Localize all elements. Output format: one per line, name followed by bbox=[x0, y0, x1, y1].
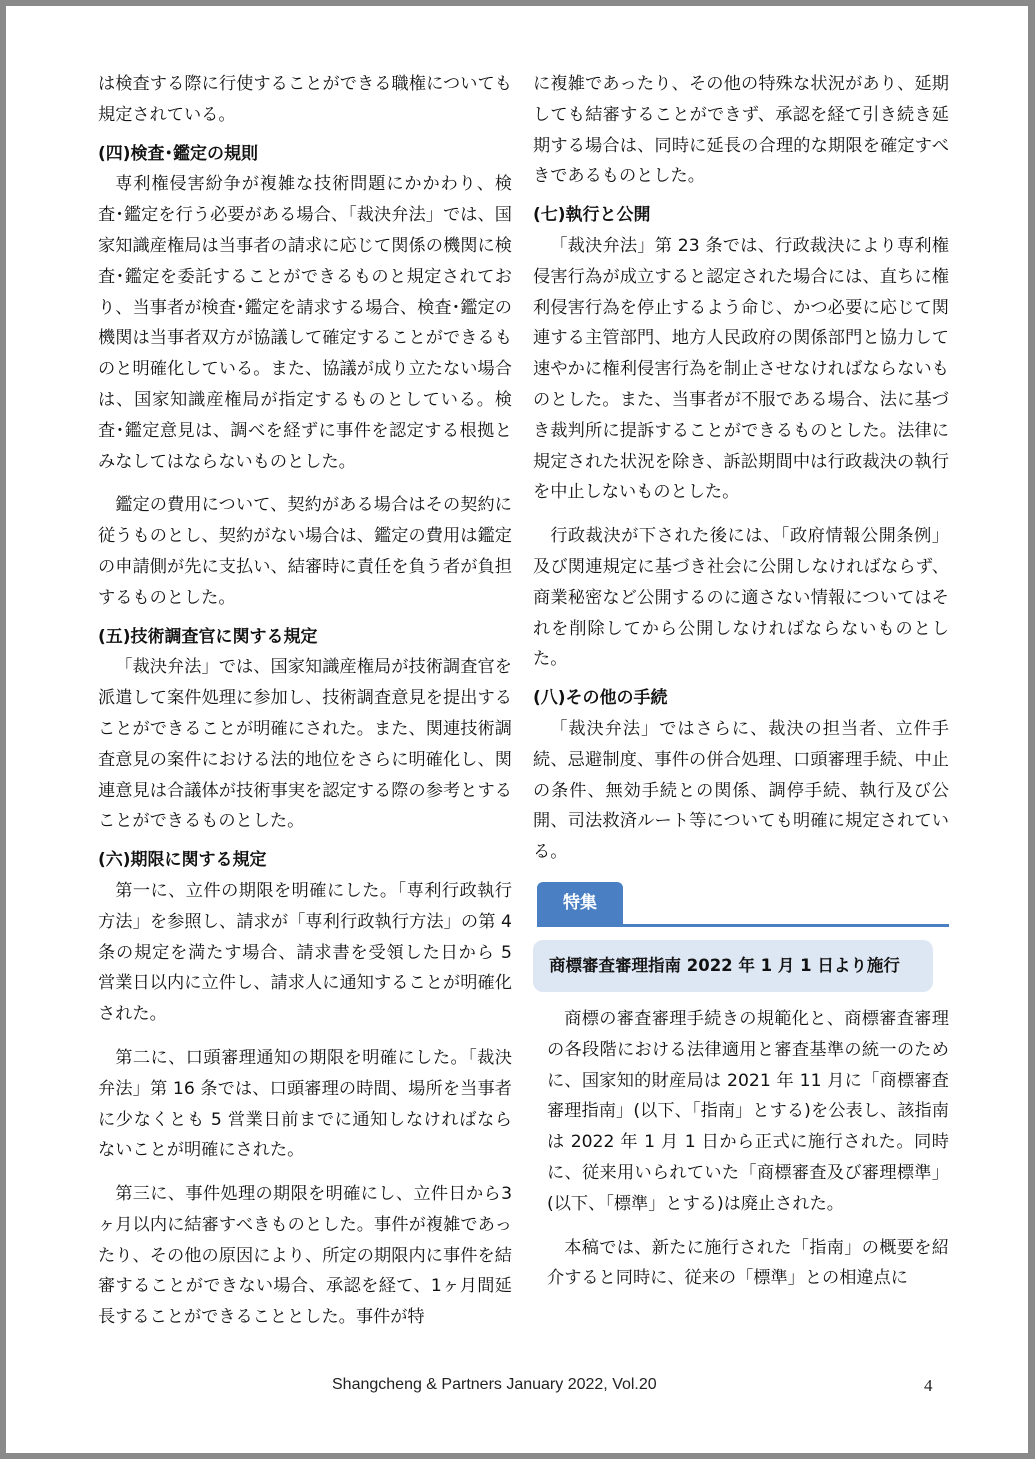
paragraph: 本稿では、新たに施行された「指南」の概要を紹介すると同時に、従来の「標準」との相違点に bbox=[547, 1237, 949, 1289]
document-page bbox=[6, 6, 1028, 1453]
feature-body bbox=[533, 1004, 949, 1294]
section-heading-8: (八)その他の手続 bbox=[533, 688, 668, 709]
right-column bbox=[533, 69, 949, 1294]
paragraph: 第三に、事件処理の期限を明確にし、立件日から3ヶ月以内に結審すべきものとした。事件が複雑であったり、その他の原因により、所定の期限内に事件を結審することができない場合、承認を経て、1ヶ月間延長することができることとした。事件が特 bbox=[98, 1184, 512, 1328]
feature-banner bbox=[533, 882, 949, 930]
paragraph: 第一に、立件の期限を明確にした。「専利行政執行方法」を参照し、請求が「専利行政執行方法」の第 4 条の規定を満たす場合、請求書を受領した日から 5 営業日以内に立件し、請求人に通知することが明確化された。 bbox=[98, 880, 512, 1025]
paragraph: に複雑であったり、その他の特殊な状況があり、延期しても結審することができず、承認を経て引き続き延期する場合は、同時に延長の合理的な期限を確定すべきであるものとした。 bbox=[533, 74, 949, 187]
feature-title: 商標審査審理指南 2022 年 1 月 1 日より施行 bbox=[533, 940, 933, 992]
paragraph: 専利権侵害紛争が複雑な技術問題にかかわり、検査･鑑定を行う必要がある場合、「裁決弁法」では、国家知識産権局は当事者の請求に応じて関係の機関に検査･鑑定を委託することができるものと規定されており、当事者が検査･鑑定を請求する場合、検査･鑑定の機関は当事者双方が協議して確定することができるものと明確化している。また、協議が成り立たない場合は、国家知識産権局が指定するものとしている。検査･鑑定意見は、調べを経ずに事件を認定する根拠とみなしてはならないものとした。 bbox=[98, 174, 512, 472]
page-footer bbox=[6, 1372, 1028, 1402]
paragraph: 行政裁決が下された後には、「政府情報公開条例」及び関連規定に基づき社会に公開しなければならず、商業秘密など公開するのに適さない情報についてはそれを削除してから公開しなければならないものとした。 bbox=[533, 526, 949, 670]
section-heading-6: (六)期限に関する規定 bbox=[98, 850, 267, 871]
paragraph: 「裁決弁法」第 23 条では、行政裁決により専利権侵害行為が成立すると認定された場合には、直ちに権利侵害行為を停止するよう命じ、かつ必要に応じて関連する主管部門、地方人民政府の関係部門と協力して速やかに権利侵害行為を制止させなければならないものとした。また、当事者が不服である場合、法に基づき裁判所に提訴することができるものとした。法律に規定された状況を除き、訴訟期間中は行政裁決の執行を中止しないものとした。 bbox=[533, 235, 949, 503]
publication-info: Shangcheng & Partners January 2022, Vol.20 bbox=[332, 1376, 657, 1393]
paragraph: 鑑定の費用について、契約がある場合はその契約に従うものとし、契約がない場合は、鑑定の費用は鑑定の申請側が先に支払い、結審時に責任を負う者が負担するものとした。 bbox=[98, 495, 512, 608]
paragraph: 「裁決弁法」ではさらに、裁決の担当者、立件手続、忌避制度、事件の併合処理、口頭審理手続、中止の条件、無効手続との関係、調停手続、執行及び公開、司法救済ルート等についても明確に規定されている。 bbox=[533, 718, 949, 863]
paragraph: 商標の審査審理手続きの規範化と、商標審査審理の各段階における法律適用と審査基準の統一のために、国家知的財産局は 2021 年 11 月に「商標審査審理指南」(以下、「指南」とする)を公表し、該指南は 2022 年 1 月 1 日から正式に施行された。同時に、従来用いられていた「商標審査及び審理標準」(以下、「標準」とする)は廃止された。 bbox=[547, 1008, 949, 1214]
paragraph: 「裁決弁法」では、国家知識産権局が技術調査官を派遣して案件処理に参加し、技術調査意見を提出することができることが明確にされた。また、関連技術調査意見の案件における法的地位をさらに明確化し、関連意見は合議体が技術事実を認定する際の参考とすることができるものとした。 bbox=[98, 657, 512, 832]
paragraph: は検査する際に行使することができる職権についても規定されている。 bbox=[98, 74, 512, 125]
paragraph: 第二に、口頭審理通知の期限を明確にした。「裁決弁法」第 16 条では、口頭審理の時間、場所を当事者に少なくとも 5 営業日前までに通知しなければならないことが明確にされた。 bbox=[98, 1047, 512, 1161]
section-heading-4: (四)検査･鑑定の規則 bbox=[98, 143, 259, 164]
section-heading-7: (七)執行と公開 bbox=[533, 205, 651, 226]
left-column bbox=[98, 69, 512, 1333]
feature-divider bbox=[537, 924, 949, 927]
section-heading-5: (五)技術調査官に関する規定 bbox=[98, 626, 318, 647]
page-number: 4 bbox=[924, 1376, 933, 1395]
feature-tab-label: 特集 bbox=[537, 882, 623, 924]
